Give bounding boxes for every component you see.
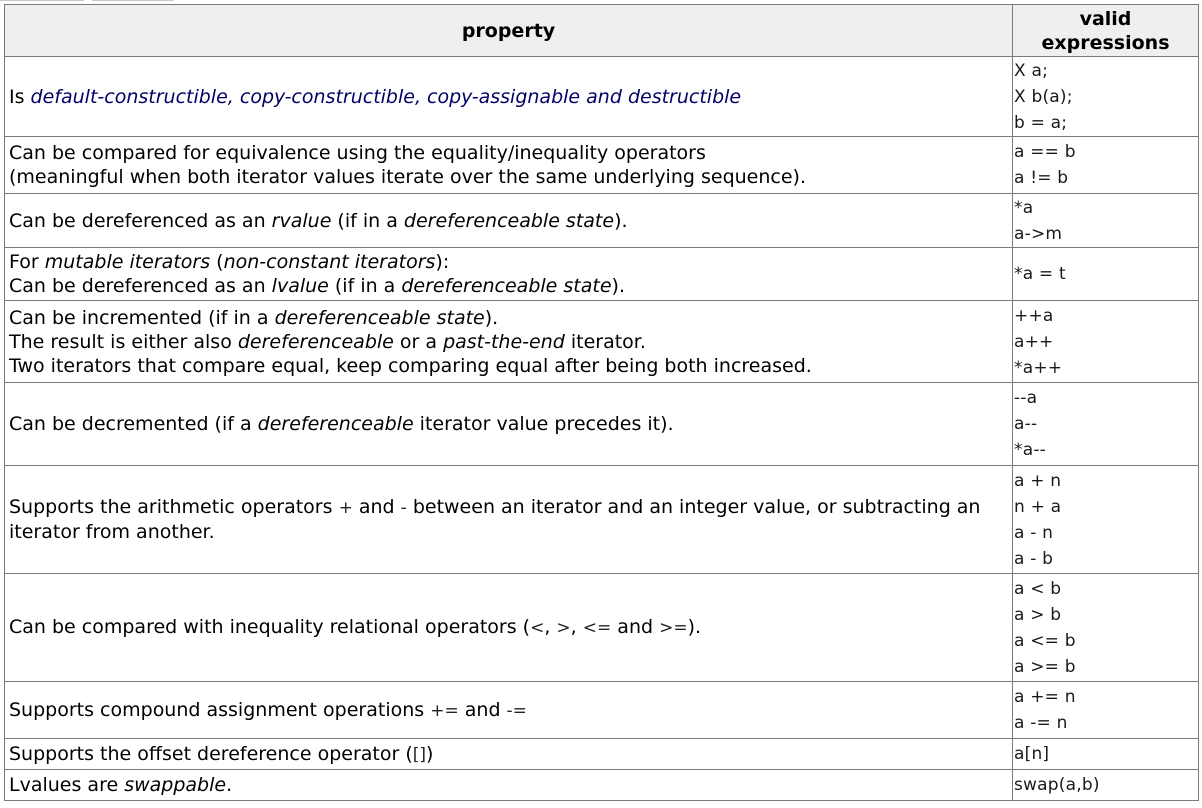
property-text: and <box>458 698 507 721</box>
expression-line: b = a; <box>1014 112 1068 133</box>
table-row <box>5 137 1199 194</box>
table-row <box>5 194 1199 248</box>
table-row <box>5 383 1199 466</box>
property-text: , <box>414 85 428 108</box>
expression-line: a == b <box>1014 142 1076 162</box>
operator-text: [] <box>412 744 427 765</box>
property-line <box>9 773 1008 797</box>
operator-text: -= <box>506 700 527 721</box>
operator-text: <= <box>582 618 612 638</box>
table-row <box>5 574 1199 682</box>
property-text: iterator value precedes it). <box>413 413 674 435</box>
property-text: , <box>227 85 240 108</box>
expression-line: *a-- <box>1014 440 1046 460</box>
property-text: and <box>611 616 660 638</box>
property-cell <box>5 682 1013 739</box>
property-text: and <box>580 85 628 108</box>
expressions-header: valid expressions <box>1013 5 1199 57</box>
property-line <box>9 742 1008 767</box>
expression-line: a - n <box>1014 522 1054 543</box>
property-text: or a <box>393 330 444 353</box>
table-row <box>5 739 1199 770</box>
table-body <box>5 57 1199 801</box>
property-text: , <box>544 616 557 638</box>
property-text: Can be compared for equivalence using the equality/inequality operators <box>9 142 706 164</box>
property-line <box>9 412 1008 436</box>
table-row <box>5 682 1199 739</box>
property-text: rvalue <box>271 209 332 232</box>
header-row <box>5 5 1199 57</box>
expression-line: --a <box>1014 388 1038 408</box>
expression-line: a <= b <box>1014 630 1076 651</box>
expression-cell <box>1013 739 1199 770</box>
property-line <box>9 141 1008 165</box>
property-line <box>9 330 1008 354</box>
expression-line: a + n <box>1014 470 1062 491</box>
property-text: copy-assignable <box>427 85 581 108</box>
property-text: ). <box>611 275 625 297</box>
expression-line: a[n] <box>1014 744 1050 764</box>
property-line <box>9 250 1008 274</box>
property-text: between an iterator and an integer value, or subtracting an iterator from another. <box>9 496 981 543</box>
property-line <box>9 306 1008 330</box>
property-text: (if in a <box>331 209 404 232</box>
property-text: dereferenceable state <box>401 275 612 297</box>
expression-line: *a = t <box>1014 264 1066 284</box>
operator-text: >= <box>659 618 688 638</box>
property-cell <box>5 57 1013 137</box>
property-line <box>9 165 1008 189</box>
table-row <box>5 57 1199 137</box>
property-cell <box>5 466 1013 574</box>
property-cell <box>5 194 1013 248</box>
property-cell <box>5 574 1013 682</box>
expression-line: a < b <box>1014 578 1062 599</box>
expression-line: *a++ <box>1014 357 1063 378</box>
table-row <box>5 301 1199 383</box>
property-line <box>9 85 1008 109</box>
property-text: dereferenceable state <box>274 306 485 329</box>
expression-cell <box>1013 383 1199 466</box>
property-line <box>9 698 1008 723</box>
property-cell <box>5 137 1013 194</box>
operator-text: - <box>400 498 407 518</box>
operator-text: > <box>556 618 571 638</box>
iterator-requirements-table <box>4 4 1199 801</box>
property-text: ). <box>484 306 499 329</box>
property-cell <box>5 301 1013 383</box>
expression-cell <box>1013 57 1199 137</box>
table-row <box>5 770 1199 801</box>
property-line <box>9 209 1008 233</box>
property-text: Lvalues are <box>9 774 125 796</box>
property-text: Can be dereferenced as an <box>9 275 272 297</box>
expression-line: *a <box>1014 197 1034 218</box>
property-text: copy-constructible <box>239 85 415 108</box>
expression-line: a += n <box>1014 687 1076 707</box>
property-cell <box>5 248 1013 301</box>
expression-line: a - b <box>1014 548 1054 569</box>
property-text: iterator. <box>564 330 646 353</box>
expression-line: swap(a,b) <box>1014 775 1100 795</box>
expression-line: a->m <box>1014 223 1063 244</box>
table-row <box>5 466 1199 574</box>
property-header: property <box>5 5 1013 57</box>
expression-line: X b(a); <box>1014 86 1073 107</box>
property-text: swappable <box>124 774 227 796</box>
property-text: (if in a <box>328 275 402 297</box>
property-text: dereferenceable state <box>403 209 615 232</box>
property-text: lvalue <box>271 275 329 297</box>
expression-cell <box>1013 194 1199 248</box>
property-text: default-constructible <box>30 85 228 108</box>
property-text: Can be decremented (if a <box>9 413 258 435</box>
property-cell <box>5 770 1013 801</box>
property-text: dereferenceable <box>237 330 394 353</box>
property-text: dereferenceable <box>257 413 414 435</box>
property-line <box>9 274 1008 298</box>
expression-cell <box>1013 770 1199 801</box>
property-text: Is <box>9 85 31 108</box>
property-text: The result is either also <box>9 330 238 353</box>
expression-cell <box>1013 466 1199 574</box>
expression-line: a -= n <box>1014 713 1068 733</box>
property-text: non-constant iterators <box>223 251 436 273</box>
property-text: Supports compound assignment operations <box>9 698 431 721</box>
property-text: ). <box>687 616 702 638</box>
property-line <box>9 615 1008 640</box>
property-text: (meaningful when both iterator values iterate over the same underlying sequence). <box>9 166 806 188</box>
property-cell <box>5 383 1013 466</box>
expression-line: a++ <box>1014 331 1054 352</box>
top-edge-segment <box>0 0 84 1</box>
expression-cell <box>1013 574 1199 682</box>
property-text: Can be dereferenced as an <box>9 209 272 232</box>
property-text: ( <box>210 251 224 273</box>
expression-line: ++a <box>1014 305 1054 326</box>
expression-line: a != b <box>1014 168 1069 188</box>
operator-text: += <box>430 700 459 721</box>
expression-cell <box>1013 301 1199 383</box>
property-text: Supports the arithmetic operators <box>9 496 339 518</box>
property-text: ). <box>614 209 628 232</box>
property-line <box>9 495 1008 544</box>
property-text: , <box>570 616 583 638</box>
expression-cell <box>1013 137 1199 194</box>
property-text: destructible <box>627 85 742 108</box>
expression-cell <box>1013 682 1199 739</box>
expression-line: n + a <box>1014 496 1062 517</box>
property-text: Can be compared with inequality relational operators ( <box>9 616 531 638</box>
property-text: ) <box>426 742 434 765</box>
property-text: Can be incremented (if in a <box>9 306 275 329</box>
expression-line: a >= b <box>1014 656 1076 677</box>
operator-text: + <box>338 498 353 518</box>
table-row <box>5 248 1199 301</box>
expression-cell <box>1013 248 1199 301</box>
property-text: past-the-end <box>443 330 565 353</box>
property-text: and <box>352 496 401 518</box>
property-cell <box>5 739 1013 770</box>
expression-line: a > b <box>1014 604 1062 625</box>
property-text: Two iterators that compare equal, keep comparing equal after being both increased. <box>9 354 812 377</box>
property-line <box>9 354 1008 378</box>
property-text: . <box>226 774 233 796</box>
property-text: Supports the offset dereference operator ( <box>9 742 413 765</box>
property-text: ): <box>435 251 450 273</box>
operator-text: < <box>530 618 545 638</box>
property-text: For <box>9 251 45 273</box>
top-edge-segment <box>92 0 174 1</box>
expression-line: X a; <box>1014 60 1048 81</box>
expression-line: a-- <box>1014 414 1038 434</box>
property-text: mutable iterators <box>44 251 211 273</box>
